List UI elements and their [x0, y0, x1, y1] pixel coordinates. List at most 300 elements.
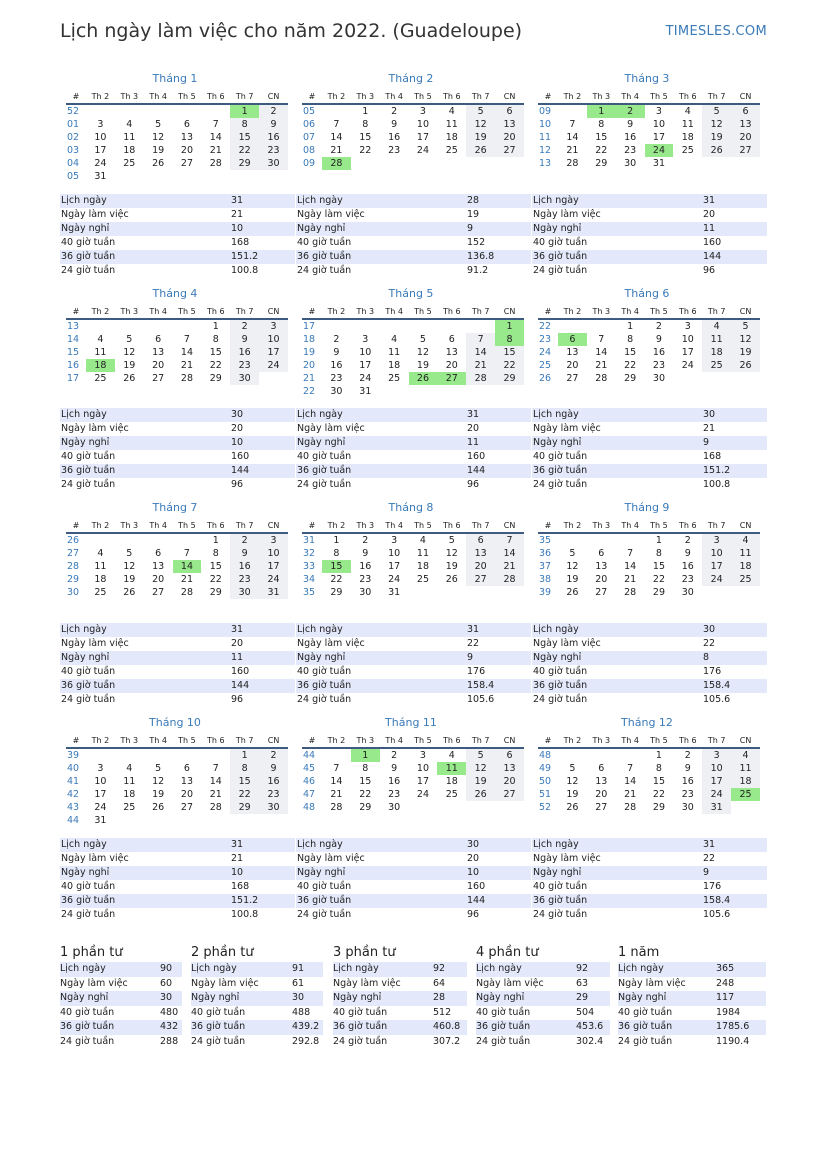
- summary-row: [618, 1020, 766, 1035]
- day-cell: 15: [209, 561, 222, 572]
- day-cell: 17: [94, 789, 107, 800]
- day-cell: 8: [362, 119, 369, 130]
- day-cell: 30: [652, 373, 665, 384]
- weekday-header: Th 6: [673, 305, 702, 319]
- day-cell: 12: [152, 132, 165, 143]
- day-cell: 23: [681, 574, 694, 585]
- weekday-header: CN: [495, 734, 524, 748]
- stat-label: 36 giờ tuần: [297, 465, 352, 476]
- stat-row: [532, 464, 767, 478]
- month-table: [66, 305, 288, 385]
- day-cell: [702, 372, 731, 385]
- summary-label: 24 giờ tuần: [191, 1035, 246, 1047]
- day-cell: 4: [97, 548, 104, 559]
- month-table: [538, 734, 760, 814]
- week-row: [302, 359, 524, 372]
- day-cell: [409, 319, 438, 333]
- week-row: [302, 157, 524, 170]
- stat-value: 100.8: [231, 265, 259, 276]
- day-cell: 8: [212, 548, 219, 559]
- day-cell: [86, 319, 115, 333]
- weekday-header: #: [302, 519, 322, 533]
- stat-value: 9: [703, 437, 710, 448]
- stat-row: [296, 852, 531, 866]
- summary-label: Lịch ngày: [618, 963, 664, 974]
- summary-row: [476, 1020, 610, 1035]
- stat-row: [60, 478, 295, 492]
- day-cell: 24: [94, 158, 107, 169]
- day-cell: [230, 170, 259, 183]
- day-cell: 12: [702, 118, 731, 131]
- weekday-header: Th 2: [86, 90, 115, 104]
- stat-row: [60, 908, 295, 922]
- summary-label: 24 giờ tuần: [618, 1035, 673, 1047]
- week-row: [66, 788, 288, 801]
- day-cell: 25: [731, 788, 760, 801]
- day-cell: [259, 814, 288, 827]
- day-cell: 16: [230, 346, 259, 359]
- weekday-header: Th 5: [173, 734, 202, 748]
- weekday-header: Th 6: [201, 734, 230, 748]
- day-cell: [673, 157, 702, 170]
- stat-label: Lịch ngày: [297, 409, 343, 420]
- month-stats: [60, 838, 295, 922]
- weekday-header: Th 6: [673, 734, 702, 748]
- weekday-header: CN: [731, 90, 760, 104]
- day-cell: 17: [702, 560, 731, 573]
- month-calendar: [298, 501, 524, 599]
- day-cell: [587, 533, 616, 547]
- weekday-header: Th 5: [409, 519, 438, 533]
- day-cell: [351, 319, 380, 333]
- day-cell: 10: [702, 547, 731, 560]
- day-cell: 26: [731, 359, 760, 372]
- day-cell: 30: [624, 158, 637, 169]
- summary-value: 30: [292, 992, 305, 1003]
- stat-row: [532, 894, 767, 908]
- week-number: 18: [303, 334, 316, 345]
- day-cell: 4: [419, 535, 426, 546]
- day-cell: 29: [595, 158, 608, 169]
- stat-row: [296, 623, 531, 637]
- stat-label: Ngày làm việc: [297, 853, 365, 864]
- weekday-header: Th 2: [322, 305, 351, 319]
- month-calendar: [298, 716, 524, 814]
- stat-row: [296, 208, 531, 222]
- stat-row: [296, 222, 531, 236]
- day-cell: 3: [362, 334, 369, 345]
- week-row: [66, 346, 288, 359]
- day-cell: 26: [702, 144, 731, 157]
- week-row: [302, 573, 524, 586]
- stat-value: 168: [231, 881, 250, 892]
- weekday-header: Th 7: [230, 519, 259, 533]
- weekday-header: Th 2: [86, 734, 115, 748]
- stat-row: [60, 264, 295, 278]
- stat-value: 96: [231, 479, 244, 490]
- day-cell: 14: [624, 561, 637, 572]
- month-calendar: [62, 287, 288, 385]
- day-cell: 4: [448, 750, 455, 761]
- day-cell: 25: [388, 373, 401, 384]
- stat-value: 144: [231, 680, 250, 691]
- summary-row: [618, 962, 766, 977]
- day-cell: 26: [566, 587, 579, 598]
- stat-value: 96: [231, 694, 244, 705]
- day-cell: 5: [155, 763, 162, 774]
- summary-row: [60, 1035, 182, 1050]
- month-table: [302, 734, 524, 814]
- day-cell: 27: [495, 144, 524, 157]
- day-cell: 7: [627, 548, 634, 559]
- day-cell: 19: [466, 131, 495, 144]
- day-cell: 6: [183, 119, 190, 130]
- day-cell: 3: [259, 319, 288, 333]
- stat-value: 11: [467, 437, 480, 448]
- week-number: 10: [539, 119, 552, 130]
- week-number: 06: [303, 119, 316, 130]
- stat-row: [532, 838, 767, 852]
- week-row: [302, 801, 524, 814]
- day-cell: [144, 814, 173, 827]
- stat-row: [60, 852, 295, 866]
- weekday-header: Th 4: [616, 734, 645, 748]
- day-cell: 21: [566, 145, 579, 156]
- day-cell: 30: [359, 587, 372, 598]
- weekday-header: Th 6: [437, 90, 466, 104]
- day-cell: 6: [155, 548, 162, 559]
- week-row: [66, 801, 288, 814]
- week-number: 26: [539, 373, 552, 384]
- month-title: Tháng 12: [621, 716, 673, 729]
- stat-value: 22: [703, 853, 716, 864]
- stat-row: [60, 623, 295, 637]
- day-cell: 6: [495, 104, 524, 118]
- day-cell: 16: [681, 776, 694, 787]
- stat-label: 40 giờ tuần: [533, 237, 588, 248]
- week-row: [66, 533, 288, 547]
- weekday-header: Th 6: [201, 519, 230, 533]
- week-row: [66, 762, 288, 775]
- day-cell: 21: [209, 145, 222, 156]
- stat-label: Lịch ngày: [61, 839, 107, 850]
- summary-block: [191, 944, 323, 1049]
- summary-block: [476, 944, 610, 1049]
- month-title: Tháng 8: [388, 501, 434, 514]
- day-cell: [173, 104, 202, 118]
- month-calendar: [62, 716, 288, 827]
- day-cell: 22: [595, 145, 608, 156]
- stat-row: [296, 679, 531, 693]
- summary-row: [60, 1006, 182, 1021]
- day-cell: [115, 170, 144, 183]
- day-cell: 2: [230, 533, 259, 547]
- summary-value: 29: [576, 992, 589, 1003]
- stat-value: 19: [467, 209, 480, 220]
- week-number: 31: [303, 535, 316, 546]
- day-cell: 25: [94, 373, 107, 384]
- day-cell: 28: [209, 802, 222, 813]
- month-table: [66, 90, 288, 183]
- day-cell: 11: [437, 762, 466, 775]
- day-cell: 12: [123, 347, 136, 358]
- day-cell: 7: [569, 119, 576, 130]
- summary-row: [618, 991, 766, 1006]
- day-cell: 27: [495, 788, 524, 801]
- day-cell: [731, 801, 760, 814]
- summary-label: 40 giờ tuần: [191, 1006, 246, 1018]
- stat-value: 30: [231, 409, 244, 420]
- month-stats: [532, 408, 767, 492]
- stat-label: 24 giờ tuần: [61, 909, 116, 920]
- stat-label: 36 giờ tuần: [533, 680, 588, 691]
- day-cell: 30: [259, 157, 288, 170]
- day-cell: [86, 533, 115, 547]
- day-cell: 23: [624, 145, 637, 156]
- stat-label: Ngày làm việc: [61, 853, 129, 864]
- week-row: [538, 775, 760, 788]
- day-cell: 1: [351, 748, 380, 762]
- weekday-header: Th 2: [86, 305, 115, 319]
- day-cell: 13: [495, 762, 524, 775]
- day-cell: [201, 748, 230, 762]
- day-cell: 2: [684, 535, 691, 546]
- week-number: 48: [539, 750, 552, 761]
- day-cell: 11: [702, 333, 731, 346]
- day-cell: 24: [645, 144, 674, 157]
- day-cell: 11: [416, 548, 429, 559]
- stat-row: [532, 194, 767, 208]
- stat-value: 30: [703, 409, 716, 420]
- day-cell: 1: [495, 319, 524, 333]
- day-cell: 22: [359, 789, 372, 800]
- week-number: 35: [539, 535, 552, 546]
- weekday-header: Th 2: [558, 734, 587, 748]
- day-cell: 28: [322, 157, 351, 170]
- day-cell: 12: [466, 762, 495, 775]
- day-cell: 15: [209, 347, 222, 358]
- day-cell: 23: [652, 360, 665, 371]
- day-cell: 28: [595, 373, 608, 384]
- day-cell: 25: [681, 145, 694, 156]
- month-table: [302, 90, 524, 170]
- day-cell: 5: [466, 104, 495, 118]
- summary-label: Ngày làm việc: [333, 977, 401, 989]
- day-cell: 7: [495, 533, 524, 547]
- week-number: 02: [67, 132, 80, 143]
- day-cell: 17: [259, 346, 288, 359]
- week-number: 51: [539, 789, 552, 800]
- day-cell: 1: [212, 321, 219, 332]
- day-cell: [86, 104, 115, 118]
- day-cell: 29: [624, 373, 637, 384]
- day-cell: [495, 385, 524, 398]
- week-number: 17: [303, 321, 316, 332]
- day-cell: 29: [230, 157, 259, 170]
- day-cell: 9: [333, 347, 340, 358]
- stat-value: 30: [467, 839, 480, 850]
- day-cell: 11: [681, 119, 694, 130]
- summary-title: 1 năm: [618, 945, 660, 960]
- week-number: 26: [67, 535, 80, 546]
- weekday-header: #: [302, 305, 322, 319]
- day-cell: [558, 748, 587, 762]
- day-cell: 11: [123, 132, 136, 143]
- month-stats: [296, 408, 531, 492]
- day-cell: 21: [624, 789, 637, 800]
- day-cell: 14: [209, 776, 222, 787]
- week-number: 41: [67, 776, 80, 787]
- stat-row: [60, 894, 295, 908]
- day-cell: 8: [333, 548, 340, 559]
- stat-row: [296, 880, 531, 894]
- weekday-header: Th 4: [144, 734, 173, 748]
- summary-value: 248: [716, 977, 735, 989]
- weekday-header: Th 3: [115, 519, 144, 533]
- day-cell: [86, 748, 115, 762]
- day-cell: 29: [209, 587, 222, 598]
- stat-value: 152: [467, 237, 486, 248]
- weekday-header: Th 4: [380, 90, 409, 104]
- day-cell: 30: [230, 372, 259, 385]
- stat-value: 96: [467, 909, 480, 920]
- stat-label: Ngày làm việc: [297, 209, 365, 220]
- day-cell: [466, 385, 495, 398]
- stat-value: 151.2: [703, 465, 731, 476]
- day-cell: [437, 801, 466, 814]
- stat-label: 24 giờ tuần: [61, 694, 116, 705]
- day-cell: 26: [152, 158, 165, 169]
- day-cell: 5: [419, 334, 426, 345]
- day-cell: 26: [409, 372, 438, 385]
- stat-value: 176: [467, 666, 486, 677]
- week-row: [538, 144, 760, 157]
- week-row: [538, 762, 760, 775]
- stat-label: 36 giờ tuần: [533, 465, 588, 476]
- page-title: Lịch ngày làm việc cho năm 2022. (Guadeloupe): [60, 20, 523, 42]
- day-cell: [380, 385, 409, 398]
- stat-row: [60, 436, 295, 450]
- summary-value: 117: [716, 992, 735, 1003]
- summary-label: Ngày nghỉ: [333, 992, 382, 1003]
- stat-value: 20: [231, 638, 244, 649]
- week-number: 35: [303, 587, 316, 598]
- day-cell: 18: [86, 359, 115, 372]
- summary-value: 432: [160, 1021, 179, 1032]
- week-number: 46: [303, 776, 316, 787]
- day-cell: [437, 385, 466, 398]
- day-cell: 6: [598, 763, 605, 774]
- day-cell: 14: [624, 776, 637, 787]
- stat-row: [60, 408, 295, 422]
- day-cell: 19: [152, 789, 165, 800]
- weekday-header: Th 6: [437, 305, 466, 319]
- day-cell: 14: [595, 347, 608, 358]
- weekday-header: Th 4: [380, 519, 409, 533]
- day-cell: 11: [445, 119, 458, 130]
- stat-label: Ngày nghỉ: [61, 652, 110, 663]
- stat-row: [532, 264, 767, 278]
- day-cell: [587, 319, 616, 333]
- day-cell: 7: [627, 763, 634, 774]
- summary-row: [333, 1006, 467, 1021]
- day-cell: 24: [388, 574, 401, 585]
- day-cell: 21: [180, 574, 193, 585]
- weekday-header: CN: [259, 734, 288, 748]
- stat-value: 21: [231, 853, 244, 864]
- weekday-header: Th 2: [322, 734, 351, 748]
- stat-value: 91.2: [467, 265, 489, 276]
- month-table: [66, 519, 288, 599]
- weekday-header: #: [66, 519, 86, 533]
- stat-value: 22: [467, 638, 480, 649]
- stat-value: 144: [231, 465, 250, 476]
- day-cell: 9: [362, 548, 369, 559]
- day-cell: 25: [445, 145, 458, 156]
- day-cell: [144, 533, 173, 547]
- stat-row: [296, 637, 531, 651]
- day-cell: [201, 170, 230, 183]
- month-stats: [532, 838, 767, 922]
- stat-value: 144: [467, 895, 486, 906]
- day-cell: [115, 104, 144, 118]
- summary-label: Ngày làm việc: [191, 977, 259, 989]
- summary-row: [476, 977, 610, 992]
- day-cell: 27: [731, 144, 760, 157]
- weekday-header: Th 3: [115, 305, 144, 319]
- stat-value: 158.4: [703, 680, 731, 691]
- day-cell: [259, 372, 288, 385]
- day-cell: 9: [684, 548, 691, 559]
- day-cell: 3: [419, 750, 426, 761]
- week-number: 45: [303, 763, 316, 774]
- day-cell: 8: [230, 762, 259, 775]
- day-cell: 21: [466, 359, 495, 372]
- day-cell: 22: [495, 359, 524, 372]
- stat-row: [532, 408, 767, 422]
- week-number: 27: [67, 548, 80, 559]
- stat-label: 40 giờ tuần: [533, 666, 588, 677]
- day-cell: 20: [495, 131, 524, 144]
- stat-label: Ngày làm việc: [533, 853, 601, 864]
- day-cell: 5: [155, 119, 162, 130]
- day-cell: 9: [684, 763, 691, 774]
- day-cell: 31: [359, 386, 372, 397]
- month-stats: [296, 194, 531, 278]
- weekday-header: Th 7: [230, 90, 259, 104]
- week-number: 13: [67, 321, 80, 332]
- stat-label: Ngày nghỉ: [297, 867, 346, 878]
- stat-row: [532, 623, 767, 637]
- weekday-header: Th 4: [144, 305, 173, 319]
- summary-label: Ngày nghỉ: [618, 992, 667, 1003]
- stat-label: 24 giờ tuần: [61, 265, 116, 276]
- stat-value: 105.6: [703, 909, 731, 920]
- week-number: 52: [539, 802, 552, 813]
- day-cell: 1: [362, 106, 369, 117]
- brand-link[interactable]: TIMESLES.COM: [665, 24, 767, 39]
- week-row: [538, 346, 760, 359]
- month-calendar: [298, 72, 524, 170]
- summary-label: 40 giờ tuần: [333, 1006, 388, 1018]
- day-cell: [731, 586, 760, 599]
- day-cell: 31: [259, 586, 288, 599]
- day-cell: [466, 157, 495, 170]
- stat-row: [296, 436, 531, 450]
- day-cell: 20: [466, 560, 495, 573]
- week-number: 03: [67, 145, 80, 156]
- day-cell: 4: [448, 106, 455, 117]
